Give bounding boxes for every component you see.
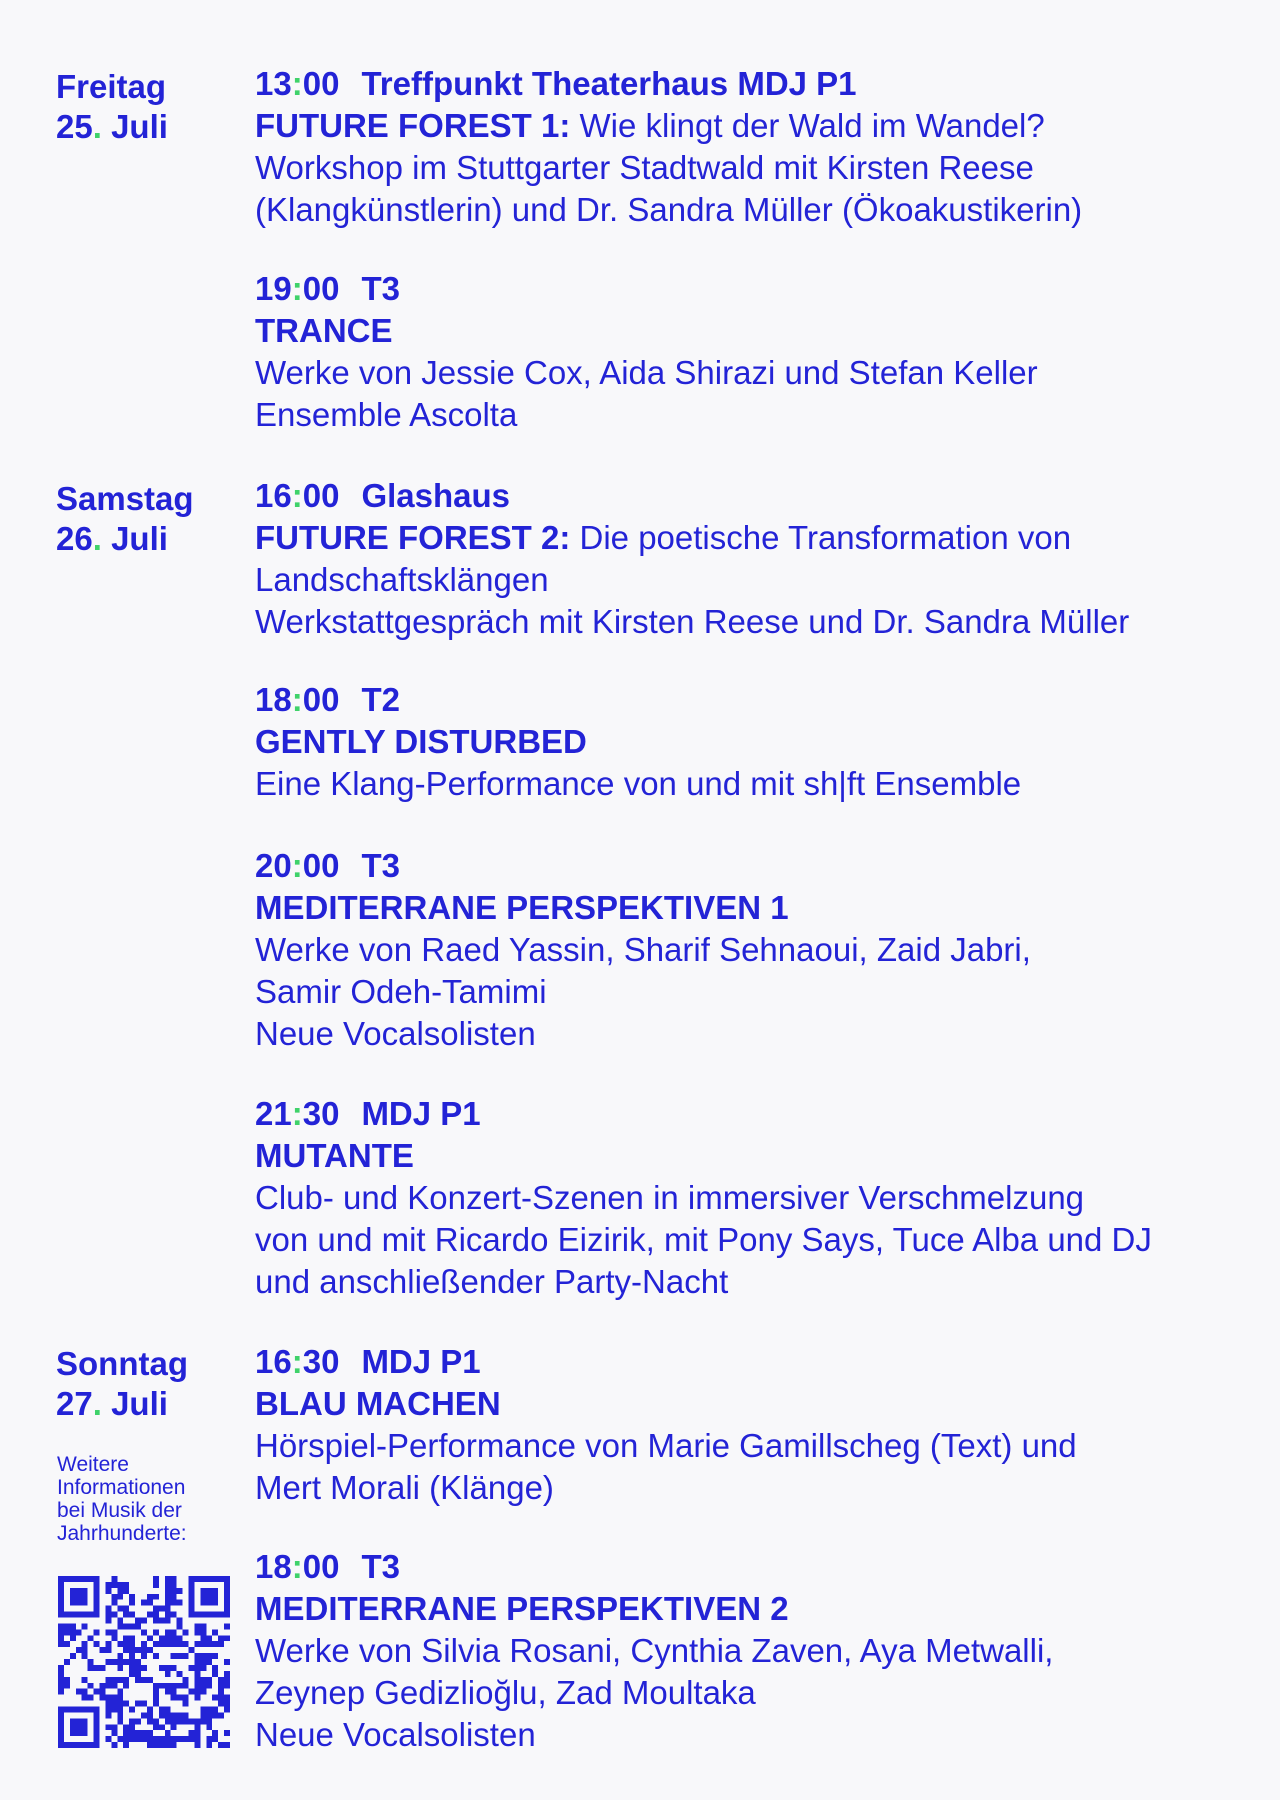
- event-gently-disturbed: [255, 679, 1255, 805]
- day-weekday: Freitag: [56, 68, 167, 105]
- event-future-forest-1: [255, 63, 1255, 231]
- event-desc-line: von und mit Ricardo Eizirik, mit Pony Says, Tuce Alba und DJ: [255, 1221, 1152, 1258]
- event-time-venue: 18:00 T2: [255, 681, 400, 718]
- event-desc-line: Mert Morali (Klänge): [255, 1469, 554, 1506]
- info-line: Informationen: [57, 1476, 186, 1499]
- event-time-venue: 18:00 T3: [255, 1548, 400, 1585]
- event-time-venue: 16:30 MDJ P1: [255, 1343, 481, 1380]
- event-desc-line: Werkstattgespräch mit Kirsten Reese und Dr. Sandra Müller: [255, 603, 1130, 640]
- more-info-text: [57, 1453, 237, 1545]
- event-desc-line: Werke von Jessie Cox, Aida Shirazi und Stefan Keller: [255, 354, 1038, 391]
- day-label-friday: [56, 67, 256, 147]
- event-title: MEDITERRANE PERSPEKTIVEN 1: [255, 889, 789, 926]
- day-weekday: Sonntag: [56, 1345, 188, 1382]
- event-desc-line: Hörspiel-Performance von Marie Gamillscheg (Text) und: [255, 1427, 1077, 1464]
- day-label-sunday: [56, 1344, 256, 1424]
- event-mediterrane-2: [255, 1546, 1255, 1756]
- event-desc-line: Samir Odeh-Tamimi: [255, 973, 547, 1010]
- event-desc-line: Eine Klang-Performance von und mit sh|ft Ensemble: [255, 765, 1022, 802]
- event-time-venue: 19:00 T3: [255, 270, 400, 307]
- event-title: MEDITERRANE PERSPEKTIVEN 2: [255, 1590, 789, 1627]
- event-time-venue: 21:30 MDJ P1: [255, 1095, 481, 1132]
- event-desc-line: Workshop im Stuttgarter Stadtwald mit Kirsten Reese: [255, 149, 1034, 186]
- day-weekday: Samstag: [56, 480, 194, 517]
- day-label-saturday: [56, 479, 256, 559]
- event-desc-line: Ensemble Ascolta: [255, 396, 518, 433]
- event-title: MUTANTE: [255, 1137, 414, 1174]
- info-line: Weitere: [57, 1453, 129, 1476]
- event-title-line: FUTURE FOREST 2: Die poetische Transformation von Landschaftsklängen: [255, 519, 1072, 598]
- event-desc-line: Neue Vocalsolisten: [255, 1716, 536, 1753]
- event-time-venue: 13:00 Treffpunkt Theaterhaus MDJ P1: [255, 65, 857, 102]
- event-time-venue: 16:00 Glashaus: [255, 477, 511, 514]
- event-mediterrane-1: [255, 845, 1255, 1055]
- event-desc-line: (Klangkünstlerin) und Dr. Sandra Müller (Ökoakustikerin): [255, 191, 1083, 228]
- event-desc-line: Club- und Konzert-Szenen in immersiver Verschmelzung: [255, 1179, 1085, 1216]
- info-line: bei Musik der: [57, 1499, 182, 1522]
- event-title: GENTLY DISTURBED: [255, 723, 587, 760]
- event-future-forest-2: [255, 475, 1255, 643]
- event-desc-line: Werke von Raed Yassin, Sharif Sehnaoui, Zaid Jabri,: [255, 931, 1031, 968]
- event-blau-machen: [255, 1341, 1255, 1509]
- event-desc-line: Neue Vocalsolisten: [255, 1015, 536, 1052]
- info-line: Jahrhunderte:: [57, 1522, 187, 1545]
- day-date: 27. Juli: [56, 1385, 168, 1422]
- event-desc-line: und anschließender Party-Nacht: [255, 1263, 729, 1300]
- day-date: 25. Juli: [56, 108, 168, 145]
- event-title: BLAU MACHEN: [255, 1385, 501, 1422]
- day-date: 26. Juli: [56, 520, 168, 557]
- qr-code-icon[interactable]: [58, 1576, 230, 1748]
- event-desc-line: Zeynep Gedizlioğlu, Zad Moultaka: [255, 1674, 756, 1711]
- event-trance: [255, 268, 1255, 436]
- event-title-line: FUTURE FOREST 1: Wie klingt der Wald im Wandel?: [255, 107, 1045, 144]
- event-title: TRANCE: [255, 312, 393, 349]
- event-time-venue: 20:00 T3: [255, 847, 400, 884]
- event-mutante: [255, 1093, 1255, 1303]
- event-desc-line: Werke von Silvia Rosani, Cynthia Zaven, Aya Metwalli,: [255, 1632, 1054, 1669]
